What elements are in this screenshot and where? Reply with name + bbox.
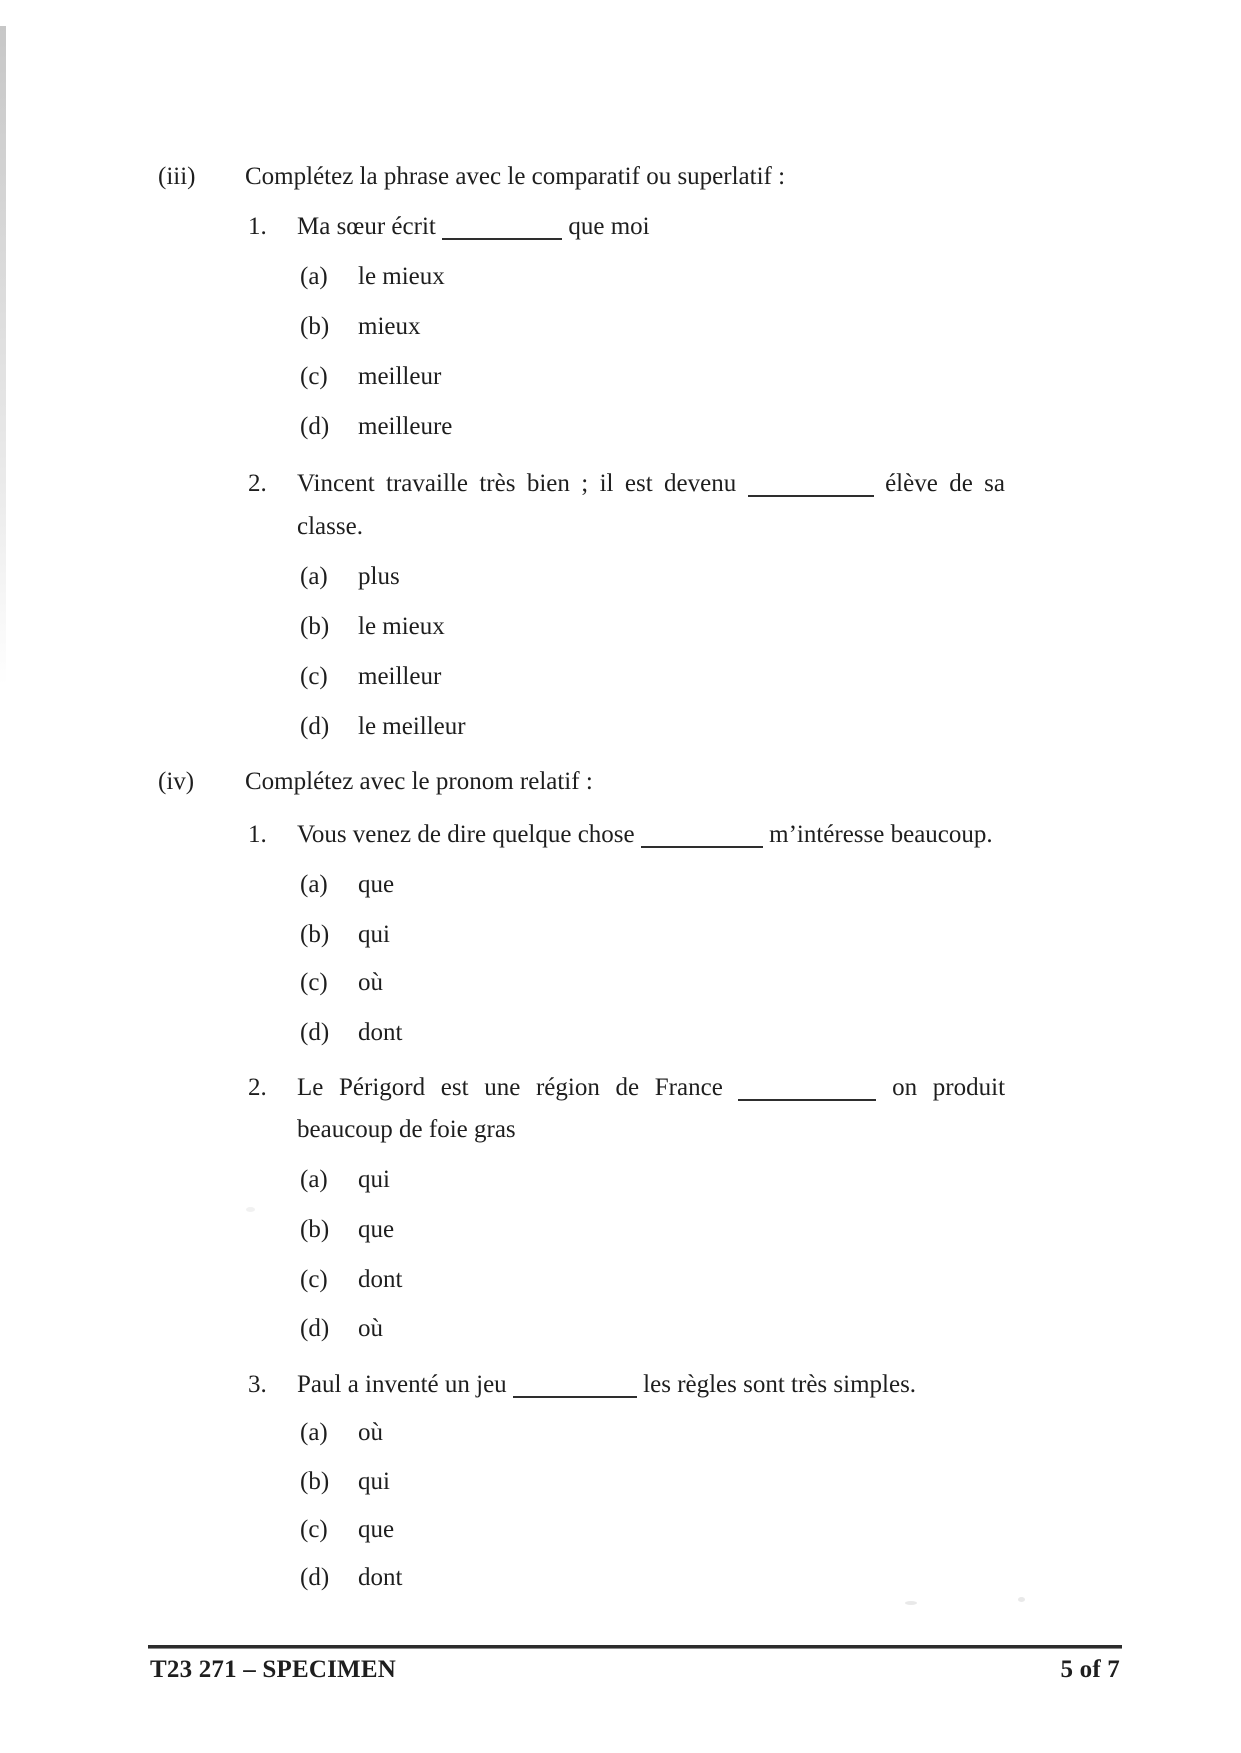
- question-number: 1.: [248, 821, 267, 848]
- question-text-after: on produit: [892, 1074, 1006, 1101]
- option-label: où: [358, 969, 383, 996]
- option-row: [300, 1562, 402, 1595]
- option-row: [300, 1164, 390, 1197]
- option-marker: (d): [300, 1564, 330, 1591]
- question-text-after: que moi: [568, 213, 650, 240]
- question-text-after: m’intéresse beaucoup.: [769, 821, 993, 848]
- question-text: [297, 1072, 1005, 1105]
- option-marker: (b): [300, 921, 330, 948]
- question-text-before: Ma sœur écrit: [297, 213, 436, 240]
- option-label: qui: [358, 1166, 390, 1193]
- question-text-before: Paul a inventé un jeu: [297, 1371, 507, 1398]
- option-row: [300, 919, 390, 952]
- option-marker: (c): [300, 1516, 328, 1543]
- question-text: [297, 1369, 916, 1402]
- option-label: meilleure: [358, 413, 453, 440]
- question-text-before: Vincent travaille très bien ; il est devenu: [297, 470, 737, 497]
- question-number: 2.: [248, 1074, 267, 1101]
- option-label: le meilleur: [358, 713, 466, 740]
- option-label: que: [358, 1516, 395, 1543]
- option-label: où: [358, 1315, 383, 1342]
- option-row: [300, 1417, 383, 1450]
- question-text-line2: beaucoup de foie gras: [297, 1116, 516, 1143]
- option-row: [300, 661, 441, 694]
- option-marker: (a): [300, 871, 328, 898]
- option-marker: (a): [300, 263, 328, 290]
- question-text-after: les règles sont très simples.: [643, 1371, 917, 1398]
- fill-blank: [442, 238, 562, 240]
- question-text-after: élève de sa: [885, 470, 1006, 497]
- option-row: [300, 711, 466, 744]
- option-label: que: [358, 1216, 395, 1243]
- question-text-before: Vous venez de dire quelque chose: [297, 821, 635, 848]
- footer-page-number: 5 of 7: [1060, 1656, 1120, 1683]
- question-text-before: Le Périgord est une région de France: [297, 1074, 723, 1101]
- option-marker: (a): [300, 563, 328, 590]
- section-label: (iii): [158, 163, 196, 190]
- option-row: [300, 1264, 402, 1297]
- option-row: [300, 1214, 394, 1247]
- option-marker: (c): [300, 1266, 328, 1293]
- scan-edge-artifact: [0, 26, 6, 686]
- option-marker: (a): [300, 1166, 328, 1193]
- option-row: [300, 1514, 394, 1547]
- option-row: [300, 561, 400, 594]
- option-row: [300, 361, 441, 394]
- option-marker: (b): [300, 313, 330, 340]
- option-marker: (c): [300, 969, 328, 996]
- option-marker: (b): [300, 1216, 330, 1243]
- option-label: dont: [358, 1266, 403, 1293]
- option-row: [300, 1313, 383, 1346]
- page-footer: [150, 1656, 1120, 1684]
- fill-blank: [513, 1396, 637, 1398]
- option-label: le mieux: [358, 613, 445, 640]
- question-text: [297, 211, 650, 244]
- fill-blank: [641, 846, 763, 848]
- section-heading-row: [158, 766, 593, 799]
- option-marker: (d): [300, 713, 330, 740]
- option-label: le mieux: [358, 263, 445, 290]
- option-marker: (c): [300, 663, 328, 690]
- option-row: [300, 869, 394, 902]
- option-marker: (b): [300, 613, 330, 640]
- section-heading: Complétez la phrase avec le comparatif ou superlatif :: [245, 163, 786, 190]
- option-marker: (b): [300, 1468, 330, 1495]
- scan-speck: [1018, 1597, 1025, 1602]
- question-text: [297, 819, 993, 852]
- fill-blank: [748, 495, 874, 497]
- option-marker: (d): [300, 413, 330, 440]
- question-text-line2: classe.: [297, 513, 363, 540]
- option-marker: (d): [300, 1315, 330, 1342]
- option-row: [300, 1466, 390, 1499]
- section-heading-row: [158, 161, 785, 194]
- question-number: 1.: [248, 213, 267, 240]
- option-label: où: [358, 1419, 383, 1446]
- option-marker: (c): [300, 363, 328, 390]
- footer-paper-code: T23 271 – SPECIMEN: [150, 1656, 396, 1683]
- scan-speck: [905, 1601, 917, 1605]
- option-marker: (d): [300, 1019, 330, 1046]
- option-row: [300, 311, 421, 344]
- option-label: mieux: [358, 313, 421, 340]
- option-marker: (a): [300, 1419, 328, 1446]
- option-label: meilleur: [358, 363, 442, 390]
- option-label: dont: [358, 1564, 403, 1591]
- option-label: que: [358, 871, 395, 898]
- option-label: dont: [358, 1019, 403, 1046]
- question-number: 2.: [248, 470, 267, 497]
- scan-speck: [246, 1207, 255, 1212]
- section-label: (iv): [158, 768, 195, 795]
- option-row: [300, 261, 445, 294]
- footer-rule: [148, 1645, 1122, 1649]
- question-number: 3.: [248, 1371, 267, 1398]
- option-row: [300, 411, 452, 444]
- option-label: qui: [358, 921, 390, 948]
- option-label: meilleur: [358, 663, 442, 690]
- option-label: qui: [358, 1468, 390, 1495]
- option-label: plus: [358, 563, 400, 590]
- fill-blank: [738, 1099, 876, 1101]
- section-heading: Complétez avec le pronom relatif :: [245, 768, 593, 795]
- option-row: [300, 1017, 402, 1050]
- question-text: [297, 468, 1005, 501]
- option-row: [300, 967, 383, 1000]
- option-row: [300, 611, 445, 644]
